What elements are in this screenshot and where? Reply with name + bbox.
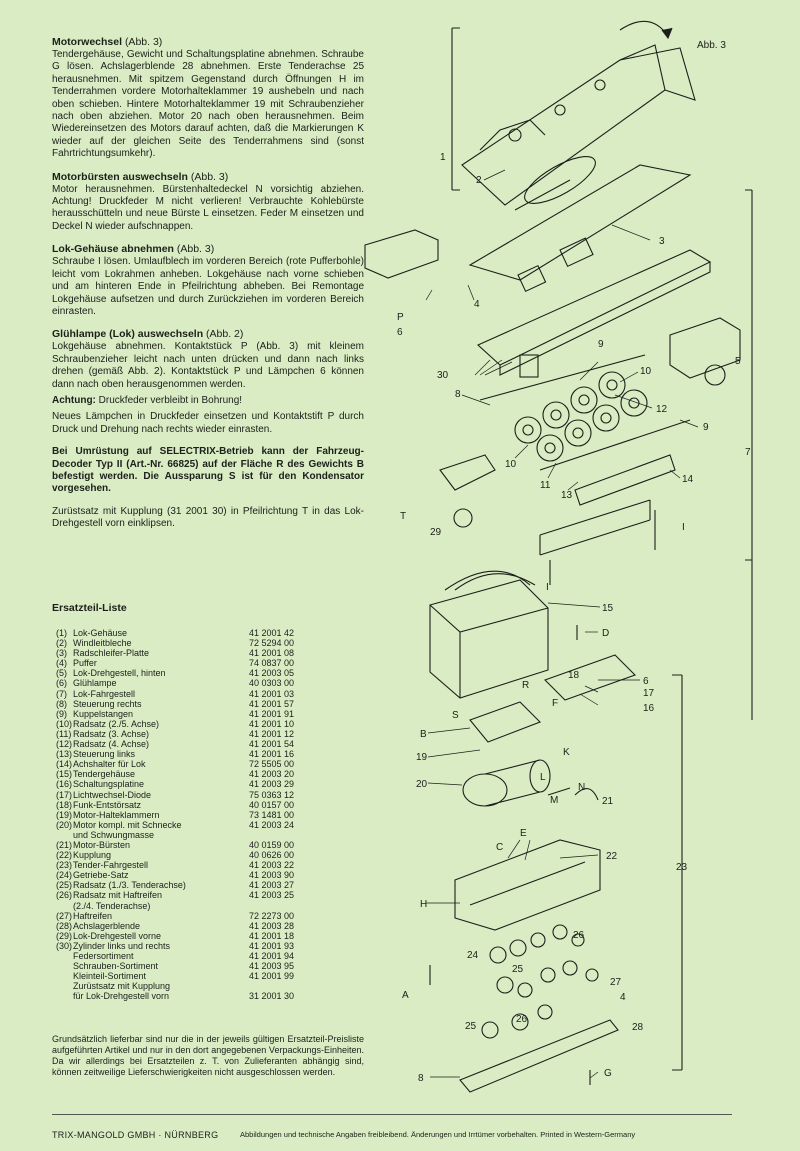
tender-wheels <box>482 925 598 1038</box>
part-number-index: (7) <box>56 688 67 699</box>
part-number-index: (1) <box>56 628 67 638</box>
part-name: Lok-Gehäuse <box>73 628 128 638</box>
part-name: Glühlampe <box>73 678 117 689</box>
part-name: Haftreifen <box>73 910 113 921</box>
part-article-number: 73 1481 00 <box>249 809 295 820</box>
part-name: Zylinder links und rechts <box>73 940 171 951</box>
section-heading: Motorwechsel (Abb. 3) <box>52 36 163 48</box>
section-heading: Glühlampe (Lok) auswechseln (Abb. 2) <box>52 328 244 341</box>
label-t: T <box>400 511 407 522</box>
label-6-b: 6 <box>643 676 649 687</box>
part-article-number: 41 2003 25 <box>249 890 295 901</box>
part-number-index: (19) <box>56 809 73 820</box>
part-article-number: 41 2003 05 <box>249 668 295 679</box>
label-26: 26 <box>573 930 585 941</box>
label-e: E <box>520 828 527 839</box>
part-number-index: (10) <box>56 718 73 729</box>
part-number-index: (24) <box>56 870 73 881</box>
part-name: Achslagerblende <box>73 920 141 931</box>
part-name: Windleitbleche <box>73 638 132 649</box>
label-9-b: 9 <box>703 422 709 433</box>
label-17: 17 <box>643 688 655 699</box>
label-30: 30 <box>437 370 449 381</box>
axle-holder <box>575 455 675 505</box>
part-number-index: (6) <box>56 678 67 689</box>
part-name: Lok-Drehgestell, hinten <box>73 668 166 679</box>
label-21: 21 <box>602 796 614 807</box>
part-article-number: 41 2001 99 <box>249 971 295 982</box>
part-name: Schaltungsplatine <box>73 779 145 790</box>
label-14: 14 <box>682 474 694 485</box>
label-k: K <box>563 747 570 758</box>
label-3: 3 <box>659 236 665 247</box>
part-number-index: (18) <box>56 799 73 810</box>
front-bogie <box>440 455 495 527</box>
part-number-index: (17) <box>56 789 73 800</box>
part-number-index: (25) <box>56 880 73 891</box>
tender-body <box>430 571 548 698</box>
part-article-number: 40 0157 00 <box>249 799 295 810</box>
label-12: 12 <box>656 404 668 415</box>
part-number-index: (4) <box>56 658 67 669</box>
part-article-number: 31 2001 30 <box>249 991 295 1002</box>
part-number-index: (26) <box>56 890 73 901</box>
part-article-number: 41 2001 10 <box>249 718 295 729</box>
label-d: D <box>602 628 610 639</box>
part-article-number: 72 5294 00 <box>249 638 295 649</box>
label-19: 19 <box>416 752 428 763</box>
label-b: B <box>420 729 427 740</box>
part-name: Zurüstsatz mit Kupplung <box>73 981 171 992</box>
label-i-b: I <box>546 582 549 593</box>
part-number-index: (9) <box>56 708 67 719</box>
part-article-number: 72 2273 00 <box>249 910 295 921</box>
section-heading: Motorbürsten auswechseln (Abb. 3) <box>52 170 229 183</box>
part-name: Motor kompl. mit Schnecke <box>73 819 182 830</box>
label-29: 29 <box>430 527 442 538</box>
label-16: 16 <box>643 703 655 714</box>
part-name: Lok-Drehgestell vorne <box>73 930 162 941</box>
part-article-number: 41 2003 28 <box>249 920 295 931</box>
section-body: Tendergehäuse, Gewicht und Schaltungsplatine abnehmen. Schraube G lösen. Achslagerblende 28 abnehmen. Erste Tenderachse 25 herausnehmen. Mit spitzem Gegenstand durch Öffnungen H im Tenderrahmen vordere Motorhalteklammer 19 aushebeln und nach oben schieben. Hintere Motorhalteklammer 19 mit Schraubenzieher nach oben abziehen. Motor 20 nach oben herausnehmen. Beim Wiedereinsetzen des Motors darauf achten, daß die Markierungen K wieder auf der gleichen Seite des Tenderrahmens sind (sonst Fahrtrichtungsumkehr). <box>52 49 364 160</box>
part-article-number: 40 0303 00 <box>249 678 295 689</box>
part-name: Motor-Halteklammern <box>73 809 160 820</box>
label-20: 20 <box>416 779 428 790</box>
part-name: Puffer <box>73 658 97 669</box>
parts-list-title: Ersatzteil-Liste <box>52 602 127 614</box>
part-name: Tender-Fahrgestell <box>73 860 149 871</box>
label-8: 8 <box>455 389 461 400</box>
tender-arrow <box>455 574 535 590</box>
label-10-b: 10 <box>505 459 517 470</box>
weight-b <box>470 702 540 742</box>
part-article-number: 41 2001 91 <box>249 708 295 719</box>
footer-company: TRIX-MANGOLD GMBH · NÜRNBERG <box>52 1130 219 1140</box>
part-name: Motor-Bürsten <box>73 839 131 850</box>
label-n: N <box>578 782 586 793</box>
part-article-number: 41 2001 16 <box>249 749 295 760</box>
part-article-number: 41 2001 54 <box>249 739 295 750</box>
part-name: Funk-Entstörsatz <box>73 799 142 810</box>
section-body: Motor herausnehmen. Bürstenhaltedeckel N vorsichtig abziehen. Achtung! Druckfeder M nicht verlieren! Verbrauchte Kohlebürste herausschütteln und neue Bürste L einsetzen. Feder M einsetzen und Deckel N wieder aufschnappen. <box>52 183 364 232</box>
label-m: M <box>550 795 559 806</box>
tender-frame <box>455 840 600 930</box>
label-2: 2 <box>476 175 482 186</box>
part-article-number: 41 2001 57 <box>249 698 295 709</box>
label-r: R <box>522 680 530 691</box>
label-p: P <box>397 312 404 323</box>
label-l: L <box>540 772 546 783</box>
part-article-number: 41 2003 95 <box>249 961 295 972</box>
part-article-number: 41 2003 20 <box>249 769 295 780</box>
part-name: (2./4. Tenderachse) <box>73 900 151 911</box>
part-number-index: (8) <box>56 698 67 709</box>
part-name: Tendergehäuse <box>73 769 136 780</box>
part-number-index: (2) <box>56 638 67 649</box>
part-article-number: 41 2001 94 <box>249 951 295 961</box>
label-13: 13 <box>561 490 573 501</box>
part-number-index: (11) <box>56 728 72 739</box>
part-article-number: 72 5505 00 <box>249 759 295 770</box>
part-name: Lichtwechsel-Diode <box>73 789 152 800</box>
label-18: 18 <box>568 670 580 681</box>
part-number-index: (23) <box>56 860 73 871</box>
footer-note: Abbildungen und technische Angaben freibleibend. Änderungen und Irrtümer vorbehalten. Printed in Western-Germany <box>240 1130 636 1139</box>
label-f: F <box>552 698 559 709</box>
selectrix-text: Bei Umrüstung auf SELECTRIX-Betrieb kann der Fahrzeug-Decoder Typ II (Art.-Nr. 66825) auf der Fläche R des Gewichts B befestigt werden. Die Aussparung S ist für den Kondensator vorgesehen. <box>52 446 364 495</box>
label-11: 11 <box>540 480 551 491</box>
part-article-number: 41 2001 03 <box>249 688 295 699</box>
part-number-index: (14) <box>56 759 73 770</box>
zuruest-text: Zurüstsatz mit Kupplung (31 2001 30) in Pfeilrichtung T in das Lok-Drehgestell vorn einklipsen. <box>52 505 364 530</box>
part-name: Steuerung links <box>73 749 136 760</box>
part-name: Radschleifer-Platte <box>73 648 150 659</box>
motor <box>463 760 550 806</box>
diagram-labels <box>397 40 751 1084</box>
part-number-index: (30) <box>56 940 73 951</box>
part-number-index: (20) <box>56 819 73 830</box>
part-number-index: (22) <box>56 850 73 861</box>
part-article-number: 41 2001 42 <box>249 628 295 638</box>
part-article-number: 40 0626 00 <box>249 850 295 861</box>
part-number-index: (3) <box>56 648 67 659</box>
part-name: Federsortiment <box>73 951 134 961</box>
section-body: Lokgehäuse abnehmen. Kontaktstück P (Abb. 3) mit kleinem Schraubenzieher leicht nach unten drücken und dann nach links drehen (gemäß Abb. 2). Kontaktstück P und Lämpchen 6 können dann nach oben herausgenommen werden. <box>52 341 364 390</box>
part-article-number: 41 2003 29 <box>249 779 295 790</box>
part-number-index: (29) <box>56 930 73 941</box>
part-name: Radsatz (2./5. Achse) <box>73 718 160 729</box>
label-15: 15 <box>602 603 614 614</box>
label-24: 24 <box>467 950 479 961</box>
walkway <box>540 500 650 555</box>
label-25: 25 <box>512 964 524 975</box>
part-name: Schrauben-Sortiment <box>73 961 159 972</box>
label-10: 10 <box>640 366 652 377</box>
label-1: 1 <box>440 152 446 163</box>
part-article-number: 41 2003 24 <box>249 819 295 830</box>
part-name: Kleinteil-Sortiment <box>73 971 147 982</box>
label-c: C <box>496 842 504 853</box>
label-9: 9 <box>598 339 604 350</box>
part-article-number: 40 0159 00 <box>249 839 295 850</box>
label-i: I <box>682 522 685 533</box>
screw-i <box>550 510 655 585</box>
label-a: A <box>402 990 409 1001</box>
section-body: Schraube I lösen. Umlaufblech im vorderen Bereich (rote Pufferbohle) leicht vom Lokrahmen anheben. Lokgehäuse nach vorne schieben und am hinteren Ende in Pfeilrichtung abheben. Bei Remontage Lokgehäuse aufsetzen und durch Zurückziehen im vorderen Bereich einrasten. <box>52 256 364 317</box>
part-number-index: (21) <box>56 839 73 850</box>
part-name: und Schwungmasse <box>73 829 155 840</box>
label-26-b: 26 <box>516 1014 528 1025</box>
label-6: 6 <box>397 327 403 338</box>
label-25-b: 25 <box>465 1021 477 1032</box>
part-article-number: 75 0363 12 <box>249 789 295 800</box>
part-number-index: (15) <box>56 769 73 780</box>
loco-body <box>462 45 695 205</box>
part-name: Radsatz (3. Achse) <box>73 728 150 739</box>
part-article-number: 41 2001 12 <box>249 728 295 739</box>
label-s: S <box>452 710 459 721</box>
part-name: Kuppelstangen <box>73 708 134 719</box>
label-27: 27 <box>610 977 622 988</box>
part-number-index: (28) <box>56 920 73 931</box>
lift-arrow <box>620 21 668 36</box>
neues-laempchen-text: Neues Lämpchen in Druckfeder einsetzen und Kontaktstift P durch Druck und Drehung nach rechts wieder einrasten. <box>52 411 364 435</box>
part-name: Achshalter für Lok <box>73 759 146 770</box>
circuit-board <box>545 655 635 700</box>
label-4: 4 <box>474 299 480 310</box>
section-heading: Lok-Gehäuse abnehmen (Abb. 3) <box>52 243 215 256</box>
part-name: für Lok-Drehgestell vorn <box>73 991 170 1002</box>
leader-lines <box>426 170 698 1078</box>
cab-part <box>365 230 438 278</box>
part-name: Kupplung <box>73 850 112 861</box>
part-name: Radsatz (4. Achse) <box>73 739 150 750</box>
part-article-number: 41 2001 93 <box>249 940 295 951</box>
label-7: 7 <box>745 447 751 458</box>
part-article-number: 41 2001 18 <box>249 930 295 941</box>
part-number-index: (13) <box>56 749 73 760</box>
bracket-1 <box>452 28 460 190</box>
label-23: 23 <box>676 862 688 873</box>
part-name: Steuerung rechts <box>73 698 142 709</box>
part-number-index: (27) <box>56 910 73 921</box>
part-name: Getriebe-Satz <box>73 870 129 881</box>
loco-chassis <box>478 238 710 377</box>
part-name: Radsatz (1./3. Tenderachse) <box>73 880 186 891</box>
part-number-index: (12) <box>56 739 73 750</box>
label-4-b: 4 <box>620 992 626 1003</box>
part-number-index: (16) <box>56 779 73 790</box>
rear-bogie <box>670 318 740 385</box>
label-5: 5 <box>735 356 741 367</box>
part-article-number: 41 2003 90 <box>249 870 295 881</box>
closing-note: Grundsätzlich lieferbar sind nur die in der jeweils gültigen Ersatzteil-Preisliste aufgeführten Artikel und nur in den dort angegebenen Verpackungs-Einheiten. Da wir allerdings bei Ersatzteilen z. T. von Zulieferanten abhängig sind, können zeitweilige Lieferschwierigkeiten nicht ausgeschlossen werden. <box>52 1034 364 1077</box>
part-article-number: 41 2001 08 <box>249 648 295 659</box>
label-8-b: 8 <box>418 1073 424 1084</box>
part-number-index: (5) <box>56 668 67 679</box>
part-name: Radsatz mit Haftreifen <box>73 890 163 901</box>
label-22: 22 <box>606 851 618 862</box>
label-28: 28 <box>632 1022 644 1033</box>
part-article-number: 41 2003 27 <box>249 880 295 891</box>
label-h: H <box>420 899 428 910</box>
figure-label: Abb. 3 <box>697 40 726 51</box>
tender-base <box>460 1020 618 1092</box>
part-article-number: 74 0837 00 <box>249 658 295 669</box>
achtung-line: Achtung: Druckfeder verbleibt in Bohrung! <box>52 394 243 406</box>
part-name: Lok-Fahrgestell <box>73 688 136 699</box>
part-article-number: 41 2003 22 <box>249 860 295 871</box>
label-g: G <box>604 1068 612 1079</box>
